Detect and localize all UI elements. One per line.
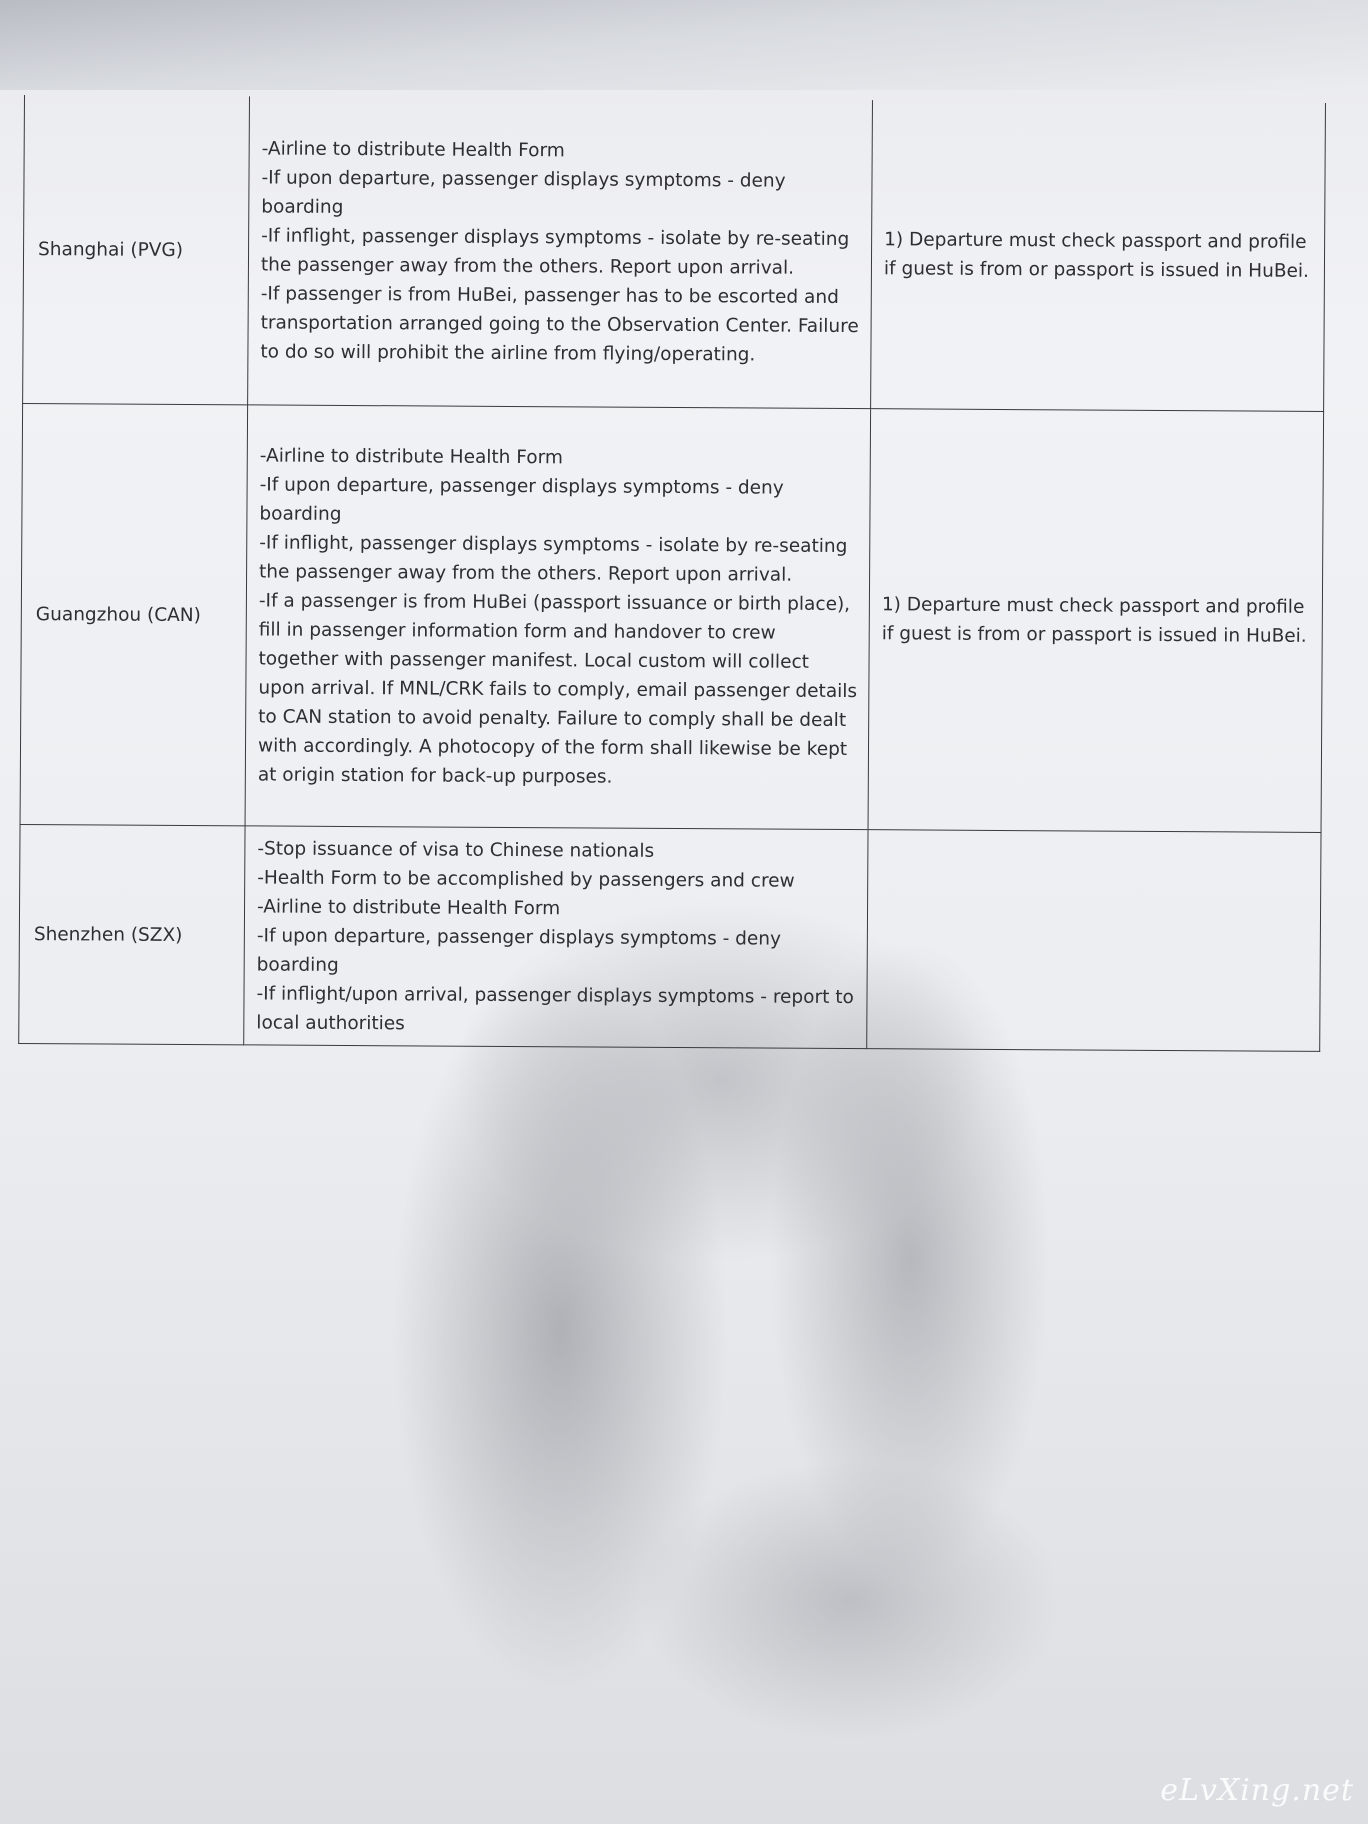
requirement-line: -Stop issuance of visa to Chinese nationals xyxy=(257,837,655,862)
requirements-cell xyxy=(244,826,868,1049)
requirement-line: -Airline to distribute Health Form xyxy=(256,895,561,919)
requirements-cell xyxy=(245,405,871,830)
requirement-line: -If inflight, passenger displays symptoms - isolate by re-seating the passenger away from the others. Report upon arrival. xyxy=(260,225,850,279)
requirement-line: -Airline to distribute Health Form xyxy=(261,138,565,162)
city-name: Shanghai (PVG) xyxy=(37,238,184,261)
requirement-line: -If upon departure, passenger displays symptoms - deny boarding xyxy=(259,474,784,525)
city-name: Guangzhou (CAN) xyxy=(35,603,201,626)
requirement-line: -If upon departure, passenger displays symptoms - deny boarding xyxy=(261,167,786,218)
note-cell xyxy=(871,100,1326,411)
city-name: Shenzhen (SZX) xyxy=(33,923,183,946)
city-cell xyxy=(19,824,245,1044)
city-cell xyxy=(20,403,248,825)
requirement-line: -If passenger is from HuBei, passenger has to be escorted and transportation arranged going to the Observation Center. Failure to do so will prohibit the airline from flying/operating. xyxy=(260,283,859,366)
airport-requirements-table xyxy=(18,95,1326,1052)
requirement-line: -Airline to distribute Health Form xyxy=(259,445,563,469)
note-text: 1) Departure must check passport and profile if guest is from or passport is issued in HuBei. xyxy=(883,229,1310,282)
table-row xyxy=(19,824,1321,1051)
requirement-line: -If upon departure, passenger displays symptoms - deny boarding xyxy=(256,924,782,976)
requirement-line: -If a passenger is from HuBei (passport issuance or birth place), fill in passenger information form and handover to crew together with passenger manifest. Local custom will collect upon arrival. If MNL/CRK fails to comply, email passenger details to CAN station to avoid penalty. Failure to comply shall be dealt with accordingly. A photocopy of the form shall likewise be kept at origin station for back-up purposes. xyxy=(257,590,858,788)
note-cell xyxy=(867,830,1321,1052)
note-text: 1) Departure must check passport and profile if guest is from or passport is issued in HuBei. xyxy=(881,594,1307,647)
requirement-line: -If inflight/upon arrival, passenger displays symptoms - report to local authorities xyxy=(256,982,854,1034)
note-cell xyxy=(868,409,1324,833)
table-row xyxy=(20,403,1324,832)
table-row xyxy=(23,95,1326,411)
folded-page-edge xyxy=(0,0,1368,90)
requirements-cell xyxy=(248,96,873,408)
requirement-line: -If inflight, passenger displays symptoms - isolate by re-seating the passenger away from the others. Report upon arrival. xyxy=(259,532,848,586)
watermark: eLvXing.net xyxy=(1160,1773,1354,1808)
city-cell xyxy=(23,95,250,405)
requirement-line: -Health Form to be accomplished by passengers and crew xyxy=(257,866,795,892)
